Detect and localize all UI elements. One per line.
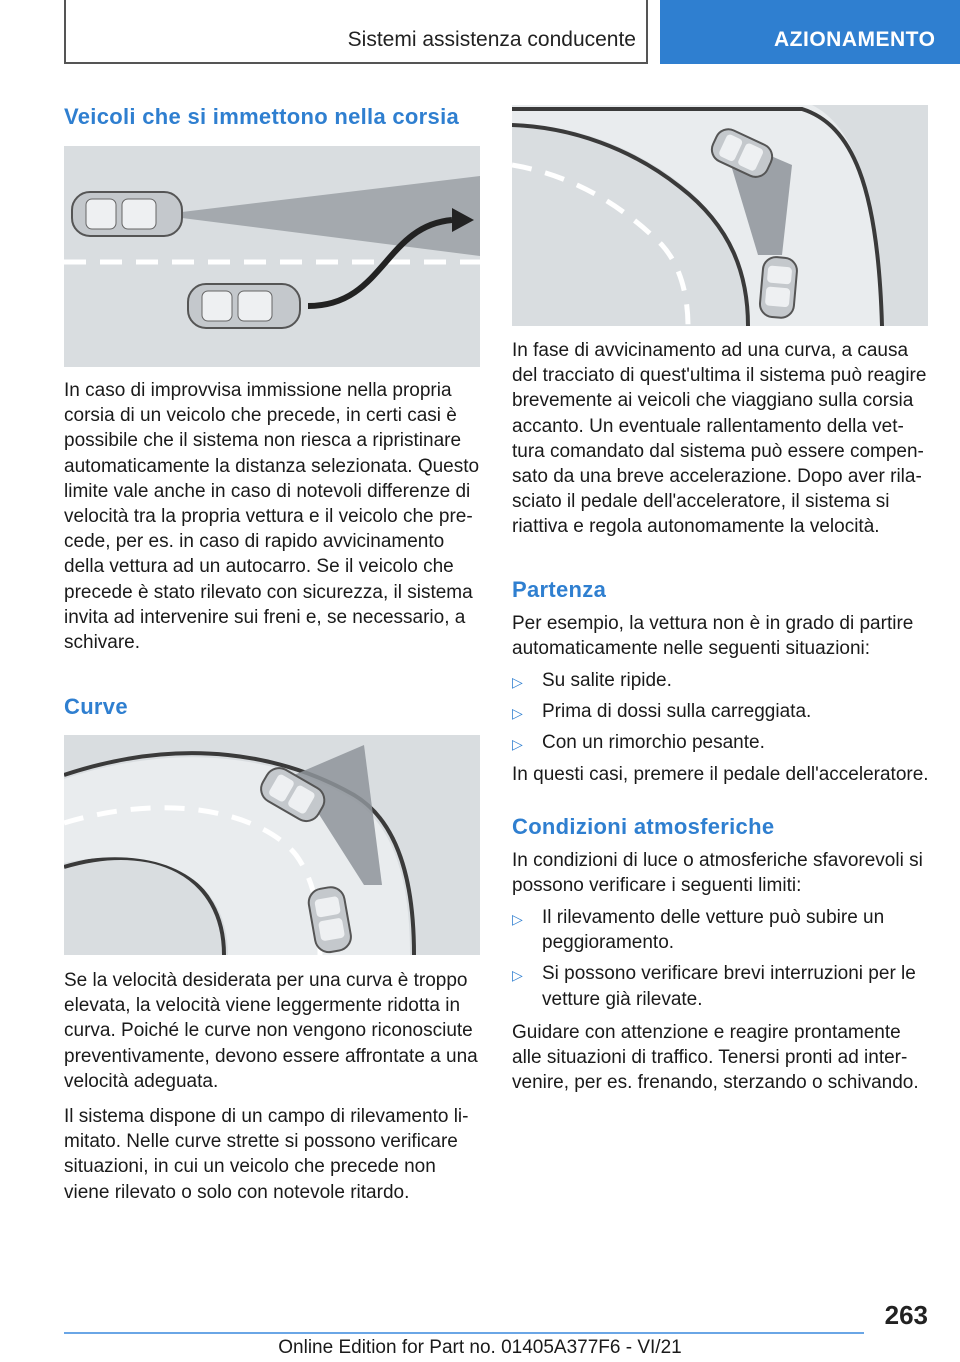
- list-item: ▷ Con un rimorchio pesante.: [512, 730, 932, 755]
- header-section-title: Sistemi assistenza conducente: [347, 28, 636, 51]
- heading-weather: Condizioni atmosferiche: [512, 814, 775, 839]
- paragraph-start-after: In questi casi, premere il pedale dell'acceleratore.: [512, 764, 929, 785]
- page-number: 263: [884, 1300, 928, 1330]
- heading-curves: Curve: [64, 694, 128, 719]
- list-item: ▷ Il rilevamento delle vetture può subire un peggioramento.: [512, 907, 885, 954]
- start-conditions-list: [512, 668, 932, 756]
- paragraph-merging: In caso di improvvisa immissione nella propria corsia di un veicolo che precede, in certi casi è possibile che il sistema non riesca a ripristinare automaticamente la distanza selezionata. Questo limite vale anche in caso di notevoli differenze di velocità tra la propria vettura e il veicolo che pre-cede, per es. in caso di rapido avvicinamento della vettura ad un autocarro. Se il veicolo che precede è stato rilevato con sicurezza, il sistema invita ad intervenire sui freni e, se necessario, a schivare.: [64, 380, 480, 654]
- figure-curve-detection: [64, 735, 480, 955]
- weather-limits-list: [512, 905, 932, 1012]
- paragraph-approach-curve: In fase di avvicinamento ad una curva, a causa del tracciato di quest'ultima il sistema può reagire brevemente ai veicoli che viaggiano sulla corsia accanto. Un eventuale rallentamento della vet-tura comandato dal sistema può essere compen-sato da una breve accelerazione. Dopo aver rila-sciato il pedale dell'acceleratore, il sistema si riattiva e regola autonomamente la velocità.: [512, 340, 927, 538]
- list-item: ▷ Su salite ripide.: [512, 668, 932, 693]
- triangle-bullet-icon: ▷: [512, 705, 523, 722]
- figure-merging-vehicle: [64, 146, 480, 367]
- paragraph-weather: In condizioni di luce o atmosferiche sfavorevoli si possono verificare i seguenti limiti:: [512, 850, 923, 897]
- list-item: ▷ Si possono verificare brevi interruzioni per le vetture già rilevate.: [512, 963, 916, 1010]
- figure-adjacent-lane-curve: [512, 105, 928, 326]
- paragraph-start: Per esempio, la vettura non è in grado di partire automaticamente nelle seguenti situazioni:: [512, 613, 914, 660]
- paragraph-curves-speed: Se la velocità desiderata per una curva è troppo elevata, la velocità viene leggermente ridotta in curva. Poiché le curve non vengono riconosciute preventivamente, devono essere affrontate a una velocità adeguata.: [64, 970, 478, 1092]
- list-item: ▷ Prima di dossi sulla carreggiata.: [512, 699, 932, 724]
- footer-edition-text: Online Edition for Part no. 01405A377F6 - VI/21: [278, 1337, 682, 1358]
- paragraph-weather-after: Guidare con attenzione e reagire prontamente alle situazioni di traffico. Tenersi pronti ad inter-venire, per es. frenando, sterzando o schivando.: [512, 1022, 919, 1094]
- footer-divider: [64, 1332, 864, 1334]
- triangle-bullet-icon: ▷: [512, 674, 523, 690]
- triangle-bullet-icon: ▷: [512, 967, 523, 984]
- header-chapter-tab: AZIONAMENTO: [660, 0, 960, 64]
- paragraph-curves-detection: Il sistema dispone di un campo di rilevamento li-mitato. Nelle curve strette si possono verificare situazioni, in cui un veicolo che precede non viene rilevato o solo con notevole ritardo.: [64, 1106, 469, 1203]
- triangle-bullet-icon: ▷: [512, 736, 523, 753]
- triangle-bullet-icon: ▷: [512, 911, 523, 927]
- heading-start: Partenza: [512, 577, 607, 602]
- heading-merging-vehicles: Veicoli che si immettono nella corsia: [64, 104, 460, 129]
